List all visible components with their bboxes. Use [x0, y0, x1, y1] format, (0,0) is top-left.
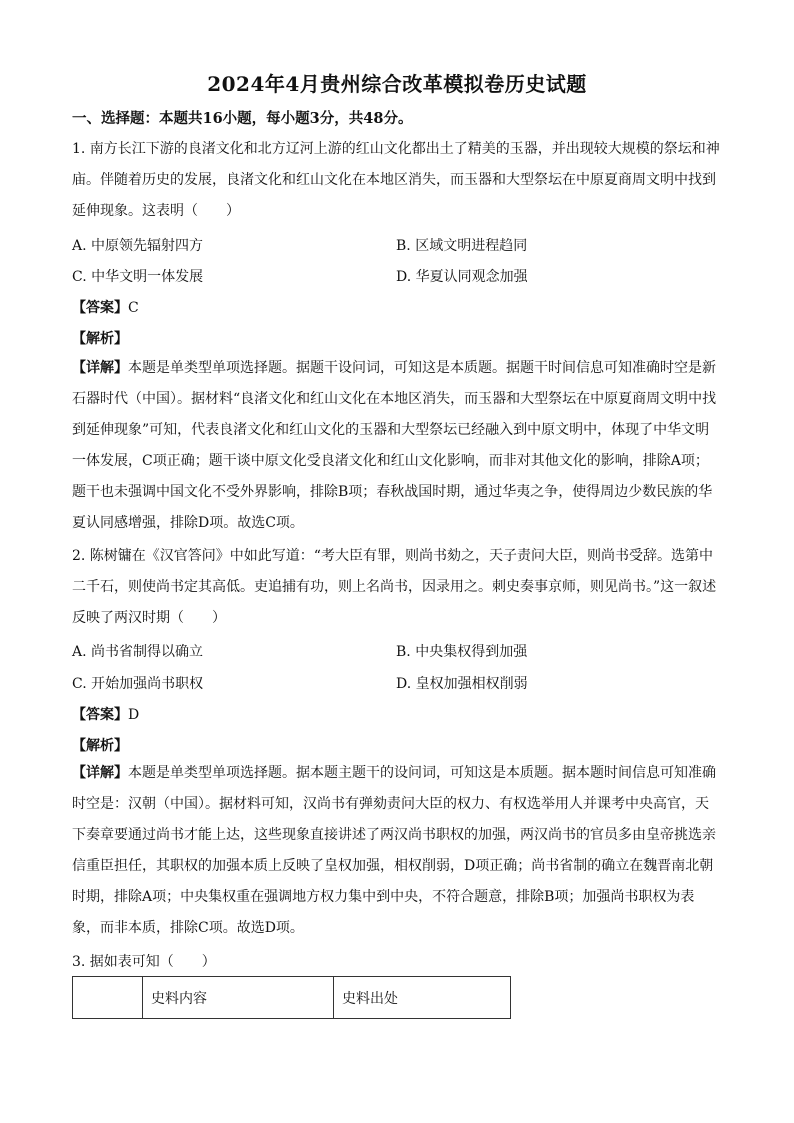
answer-row — [72, 704, 139, 724]
option-c: C. 中华文明一体发展 — [72, 269, 204, 285]
question-1-detail — [72, 353, 722, 539]
option-d: D. 皇权加强相权削弱 — [396, 676, 528, 692]
answer-label: 【答案】 — [72, 300, 128, 316]
analysis-label: 【解析】 — [72, 331, 128, 347]
answer-value: D — [128, 707, 140, 723]
source-table — [72, 976, 511, 1019]
detail-text: 本题是单类型单项选择题。据本题主题干的设问词，可知这是本质题。据本题时间信息可知准确时空是：汉朝（中国）。据材料可知，汉尚书有弹劾责问大臣的权力、有权选举用人并课考中央高官，天下奏章要通过尚书才能上达，这些现象直接讲述了两汉尚书职权的加强，两汉尚书的官员多由皇帝挑选亲信重臣担任，其职权的加强本质上反映了皇权加强，相权削弱，D项正确；尚书省制的确立在魏晋南北朝时期，排除A项；中央集权重在强调地方权力集中到中央，不符合题意，排除B项；加强尚书职权为表象，而非本质，排除C项。故选D项。 — [72, 765, 716, 936]
question-2-options — [72, 641, 722, 703]
question-2-stem: 2. 陈树镛在《汉官答问》中如此写道：“考大臣有罪，则尚书劾之，天子责问大臣，则尚书受辞。选第中二千石，则使尚书定其高低。吏追捕有功，则上名尚书，因录用之。刺史奏事京师，则见尚书。”这一叙述反映了两汉时期（ ） — [72, 548, 717, 626]
table-header-cell: 史料内容 — [143, 977, 334, 1019]
answer-row — [72, 297, 139, 317]
answer-label: 【答案】 — [72, 707, 128, 723]
option-b: B. 区域文明进程趋同 — [396, 238, 528, 254]
question-1-options — [72, 235, 722, 297]
section-heading: 一、选择题：本题共16小题，每小题3分，共48分。 — [72, 110, 413, 127]
detail-label: 【详解】 — [72, 765, 128, 781]
detail-text: 本题是单类型单项选择题。据题干设问词，可知这是本质题。据题干时间信息可知准确时空是新石器时代（中国）。据材料“良渚文化和红山文化在本地区消失，而玉器和大型祭坛在中原夏商周文明中找到延伸现象”可知，代表良渚文化和红山文化的玉器和大型祭坛已经融入到中原文明中，体现了中华文明一体发展，C项正确；题干谈中原文化受良渚文化和红山文化影响，而非对其他文化的影响，排除A项；题干也未强调中国文化不受外界影响，排除B项；春秋战国时期，通过华夷之争，使得周边少数民族的华夏认同感增强，排除D项。故选C项。 — [72, 360, 717, 531]
table-header-cell — [73, 977, 143, 1019]
table-header-cell: 史料出处 — [334, 977, 511, 1019]
option-b: B. 中央集权得到加强 — [396, 644, 528, 660]
question-1-stem: 1. 南方长江下游的良渚文化和北方辽河上游的红山文化都出土了精美的玉器，并出现较大规模的祭坛和神庙。伴随着历史的发展，良渚文化和红山文化在本地区消失，而玉器和大型祭坛在中原夏商周文明中找到延伸现象。这表明（ ） — [72, 141, 720, 219]
question-3-stem: 3. 据如表可知（ ） — [72, 954, 216, 970]
table-header-row — [73, 977, 511, 1019]
page-title: 2024年4月贵州综合改革模拟卷历史试题 — [207, 72, 587, 96]
option-a: A. 中原领先辐射四方 — [72, 238, 204, 254]
analysis-label: 【解析】 — [72, 738, 128, 754]
answer-value: C — [128, 300, 139, 316]
option-c: C. 开始加强尚书职权 — [72, 676, 204, 692]
option-a: A. 尚书省制得以确立 — [72, 644, 204, 660]
question-2-detail — [72, 758, 722, 944]
detail-label: 【详解】 — [72, 360, 128, 376]
option-d: D. 华夏认同观念加强 — [396, 269, 528, 285]
